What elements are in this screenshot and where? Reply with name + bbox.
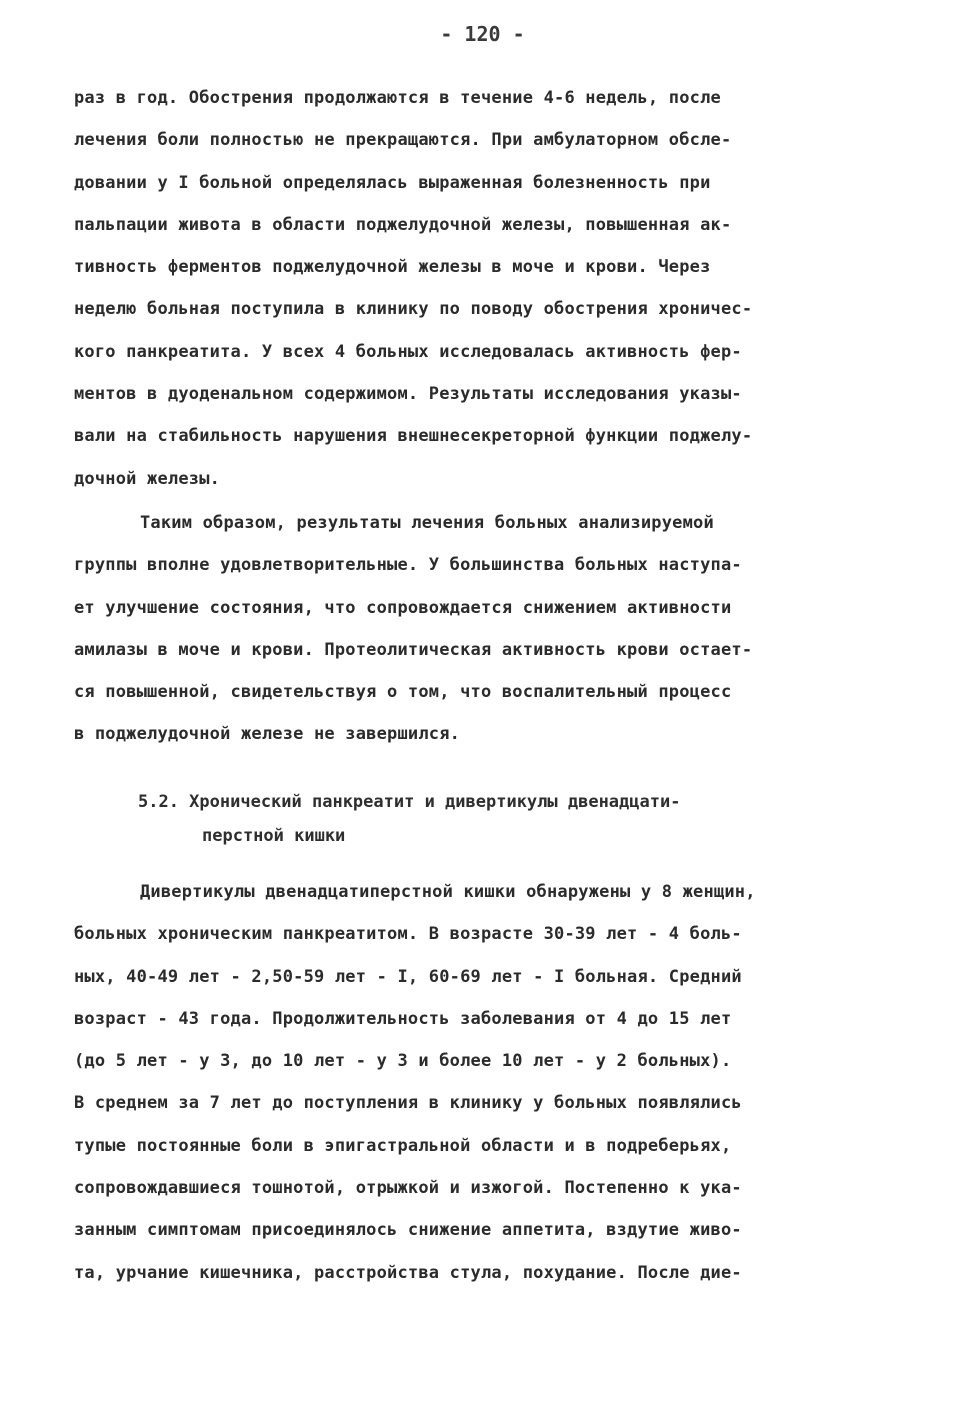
text-line: В среднем за 7 лет до поступления в клинику у больных появлялись — [74, 1093, 742, 1114]
heading-line: перстной кишки — [202, 826, 346, 846]
text-line: (до 5 лет - у 3, до 10 лет - у 3 и более 10 лет - у 2 больных). — [74, 1051, 732, 1072]
paragraph-1 — [74, 77, 904, 500]
text-line: группы вполне удовлетворительные. У большинства больных наступа- — [74, 555, 742, 576]
text-line: неделю больная поступила в клинику по поводу обострения хроничес- — [74, 299, 753, 320]
text-line: вали на стабильность нарушения внешнесекреторной функции поджелу- — [74, 426, 753, 447]
text-line: дочной железы. — [74, 468, 221, 489]
heading-line: 5.2. Хронический панкреатит и дивертикулы двенадцати- — [138, 792, 681, 812]
text-line: Таким образом, результаты лечения больных анализируемой — [140, 513, 714, 533]
paragraph-3 — [74, 871, 904, 1294]
paragraph-2 — [74, 502, 904, 756]
text-line: довании у I больной определялась выраженная болезненность при — [74, 172, 711, 193]
section-heading — [138, 785, 898, 853]
text-line: в поджелудочной железе не завершился. — [74, 724, 461, 745]
text-line: сопровождавшиеся тошнотой, отрыжкой и изжогой. Постепенно к ука- — [74, 1178, 742, 1199]
text-line: ментов в дуоденальном содержимом. Результаты исследования указы- — [74, 384, 742, 405]
text-line: ся повышенной, свидетельствуя о том, что воспалительный процесс — [74, 682, 732, 703]
text-line: пальпации живота в области поджелудочной железы, повышенная ак- — [74, 214, 732, 235]
text-line: больных хроническим панкреатитом. В возрасте 30-39 лет - 4 боль- — [74, 924, 742, 945]
text-line: лечения боли полностью не прекращаются. При амбулаторном обсле- — [74, 130, 732, 151]
text-line: ных, 40-49 лет - 2,50-59 лет - I, 60-69 лет - I больная. Средний — [74, 966, 742, 987]
text-line: возраст - 43 года. Продолжительность заболевания от 4 до 15 лет — [74, 1008, 732, 1029]
text-line: тивность ферментов поджелудочной железы в моче и крови. Через — [74, 257, 711, 278]
text-line: амилазы в моче и крови. Протеолитическая активность крови остает- — [74, 639, 753, 660]
text-line: тупые постоянные боли в эпигастральной области и в подреберьях, — [74, 1135, 732, 1156]
text-line: Дивертикулы двенадцатиперстной кишки обнаружены у 8 женщин, — [140, 882, 756, 902]
text-line: раз в год. Обострения продолжаются в течение 4-6 недель, после — [74, 88, 721, 108]
text-line: занным симптомам присоединялось снижение аппетита, вздутие живо- — [74, 1220, 742, 1241]
text-line: та, урчание кишечника, расстройства стула, похудание. После дие- — [74, 1262, 742, 1283]
page-number: - 120 - — [440, 22, 525, 46]
text-line: ет улучшение состояния, что сопровождается снижением активности — [74, 597, 732, 618]
text-line: кого панкреатита. У всех 4 больных исследовалась активность фер- — [74, 341, 742, 362]
